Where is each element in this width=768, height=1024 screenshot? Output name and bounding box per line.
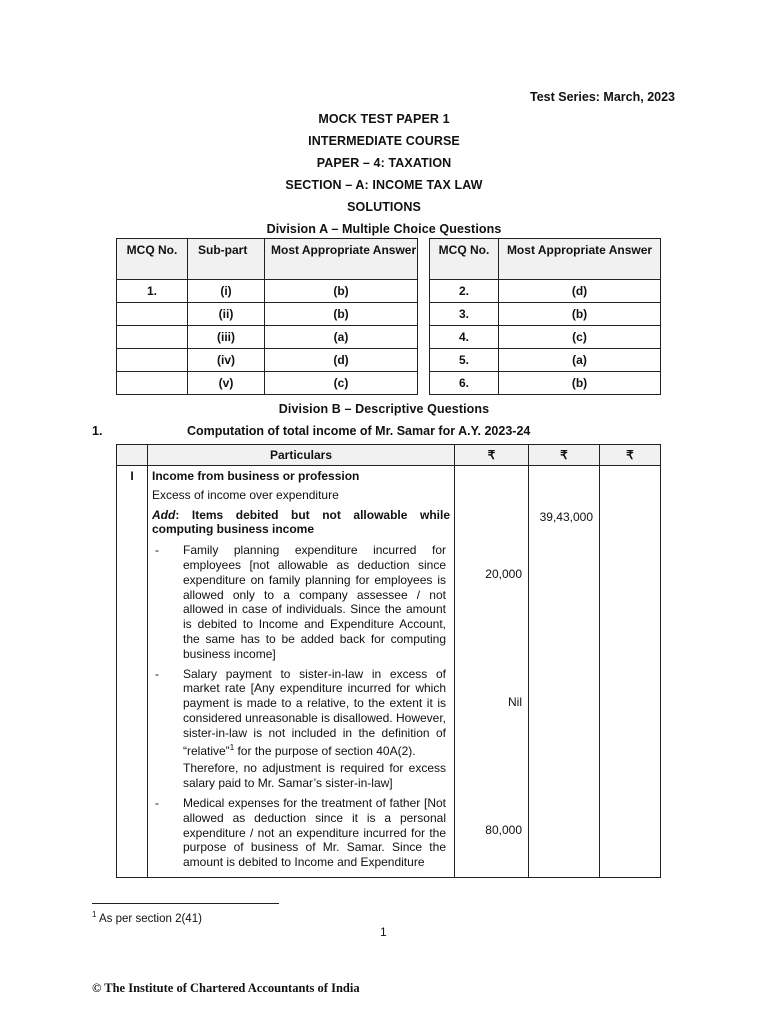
table-row: [117, 349, 418, 372]
header-answer: Most Appropriate Answer: [499, 239, 661, 280]
question-number: 1.: [92, 424, 103, 438]
computation-table: [116, 444, 661, 878]
cell-answer: (b): [265, 303, 418, 326]
question-title: Computation of total income of Mr. Samar for A.Y. 2023-24: [187, 424, 531, 438]
item-text-wrap: [183, 667, 450, 759]
cell-answer: (b): [265, 280, 418, 303]
value-medical: 80,000: [485, 823, 522, 837]
excess-label: Excess of income over expenditure: [152, 487, 339, 502]
cell-answer: (c): [499, 326, 661, 349]
item-text: Family planning expenditure incurred for employees [not allowable as deduction since expenditure on family planning for employees is allowed only to a company assessee / not allowed in case of individuals. Since the amount is debited to Income and Expenditure Account, the same has to be added back for computing business income]: [183, 543, 446, 661]
add-label: Add: [152, 507, 176, 522]
heading-solutions: SOLUTIONS: [347, 200, 421, 214]
cell-answer: (a): [265, 326, 418, 349]
table-row: [117, 303, 418, 326]
table-header-row: [430, 239, 661, 280]
table-row: [430, 303, 661, 326]
table-row: [117, 372, 418, 395]
footnote-mark: 1: [92, 910, 97, 919]
table-row: [430, 326, 661, 349]
header-particulars: Particulars: [148, 445, 455, 466]
roman-numeral: I: [117, 466, 148, 878]
page-number: 1: [380, 925, 387, 939]
header-blank: [117, 445, 148, 466]
rupee-col-3: [600, 466, 661, 878]
table-row: [430, 349, 661, 372]
header-mcq-no: MCQ No.: [430, 239, 499, 280]
division-a-heading: Division A – Multiple Choice Questions: [266, 222, 502, 236]
table-row: [430, 372, 661, 395]
rupee-col-1: [455, 466, 529, 878]
footnote: [92, 910, 202, 925]
cell-mcq-no: 1.: [117, 280, 188, 303]
section-title: Income from business or profession: [152, 469, 360, 483]
cell-answer: (d): [499, 280, 661, 303]
cell-mcq-no: 5.: [430, 349, 499, 372]
cell-sub-part: (iii): [188, 326, 265, 349]
cell-mcq-no: 3.: [430, 303, 499, 326]
copyright-footer: © The Institute of Chartered Accountants of India: [92, 981, 360, 995]
cell-mcq-no: 4.: [430, 326, 499, 349]
table-header-row: [117, 445, 661, 466]
table-row: [117, 326, 418, 349]
header-rupee-3: ₹: [600, 445, 661, 466]
heading-section: SECTION – A: INCOME TAX LAW: [285, 178, 483, 192]
test-series-label: Test Series: March, 2023: [530, 90, 675, 104]
cell-answer: (a): [499, 349, 661, 372]
heading-paper: MOCK TEST PAPER 1: [318, 112, 450, 126]
item-text-after: for the purpose of section 40A(2).: [234, 743, 416, 758]
value-family-planning: 20,000: [485, 567, 522, 581]
mcq-table-left: [116, 238, 418, 395]
value-salary: Nil: [508, 695, 522, 709]
cell-sub-part: (i): [188, 280, 265, 303]
cell-mcq-no: [117, 349, 188, 372]
cell-sub-part: (iv): [188, 349, 265, 372]
mcq-table-right: [429, 238, 661, 395]
item-dash: -: [155, 795, 159, 810]
value-excess: 39,43,000: [539, 510, 593, 524]
footnote-ref: 1: [229, 742, 235, 752]
add-text: : Items debited but not allowable while computing business income: [152, 507, 450, 537]
cell-answer: (b): [499, 372, 661, 395]
therefore-note: [152, 761, 450, 791]
header-mcq-no: MCQ No.: [117, 239, 188, 280]
table-row: [117, 466, 661, 878]
list-item: [152, 543, 450, 661]
list-item: [152, 796, 450, 870]
item-dash: -: [155, 543, 159, 558]
particulars-cell: [148, 466, 455, 878]
cell-sub-part: (v): [188, 372, 265, 395]
cell-mcq-no: 6.: [430, 372, 499, 395]
cell-mcq-no: [117, 326, 188, 349]
heading-subject: PAPER – 4: TAXATION: [316, 156, 452, 170]
item-text: Medical expenses for the treatment of father [Not allowed as deduction since it is a personal expenditure / not an expenditure incurred for the purpose of business of Mr. Samar. Since the amount is debited to Income and Expenditure: [183, 795, 446, 870]
footnote-text: As per section 2(41): [99, 912, 202, 925]
header-sub-part: Sub-part: [188, 239, 265, 280]
add-line: [152, 508, 450, 538]
cell-mcq-no: 2.: [430, 280, 499, 303]
footnote-divider: [92, 903, 279, 904]
rupee-col-2: [529, 466, 600, 878]
item-indent: [152, 761, 183, 791]
item-text: Salary payment to sister-in-law in excess of market rate [Any expenditure incurred for which payment is made to a relative, to the extent it is considered unreasonable is disallowed. However, sister-in-law is not included in the definition of “relative”: [183, 666, 446, 758]
header-rupee-1: ₹: [455, 445, 529, 466]
item-dash: -: [155, 666, 159, 681]
cell-answer: (b): [499, 303, 661, 326]
header-rupee-2: ₹: [529, 445, 600, 466]
item-text: Therefore, no adjustment is required for excess salary paid to Mr. Samar’s sister-in-law]: [183, 761, 446, 791]
heading-course: INTERMEDIATE COURSE: [308, 134, 460, 148]
cell-answer: (c): [265, 372, 418, 395]
cell-mcq-no: [117, 372, 188, 395]
cell-answer: (d): [265, 349, 418, 372]
cell-sub-part: (ii): [188, 303, 265, 326]
table-header-row: [117, 239, 418, 280]
division-b-heading: Division B – Descriptive Questions: [278, 402, 490, 416]
list-item: [152, 667, 450, 759]
table-row: [117, 280, 418, 303]
header-answer: Most Appropriate Answer: [265, 239, 418, 280]
cell-mcq-no: [117, 303, 188, 326]
table-row: [430, 280, 661, 303]
